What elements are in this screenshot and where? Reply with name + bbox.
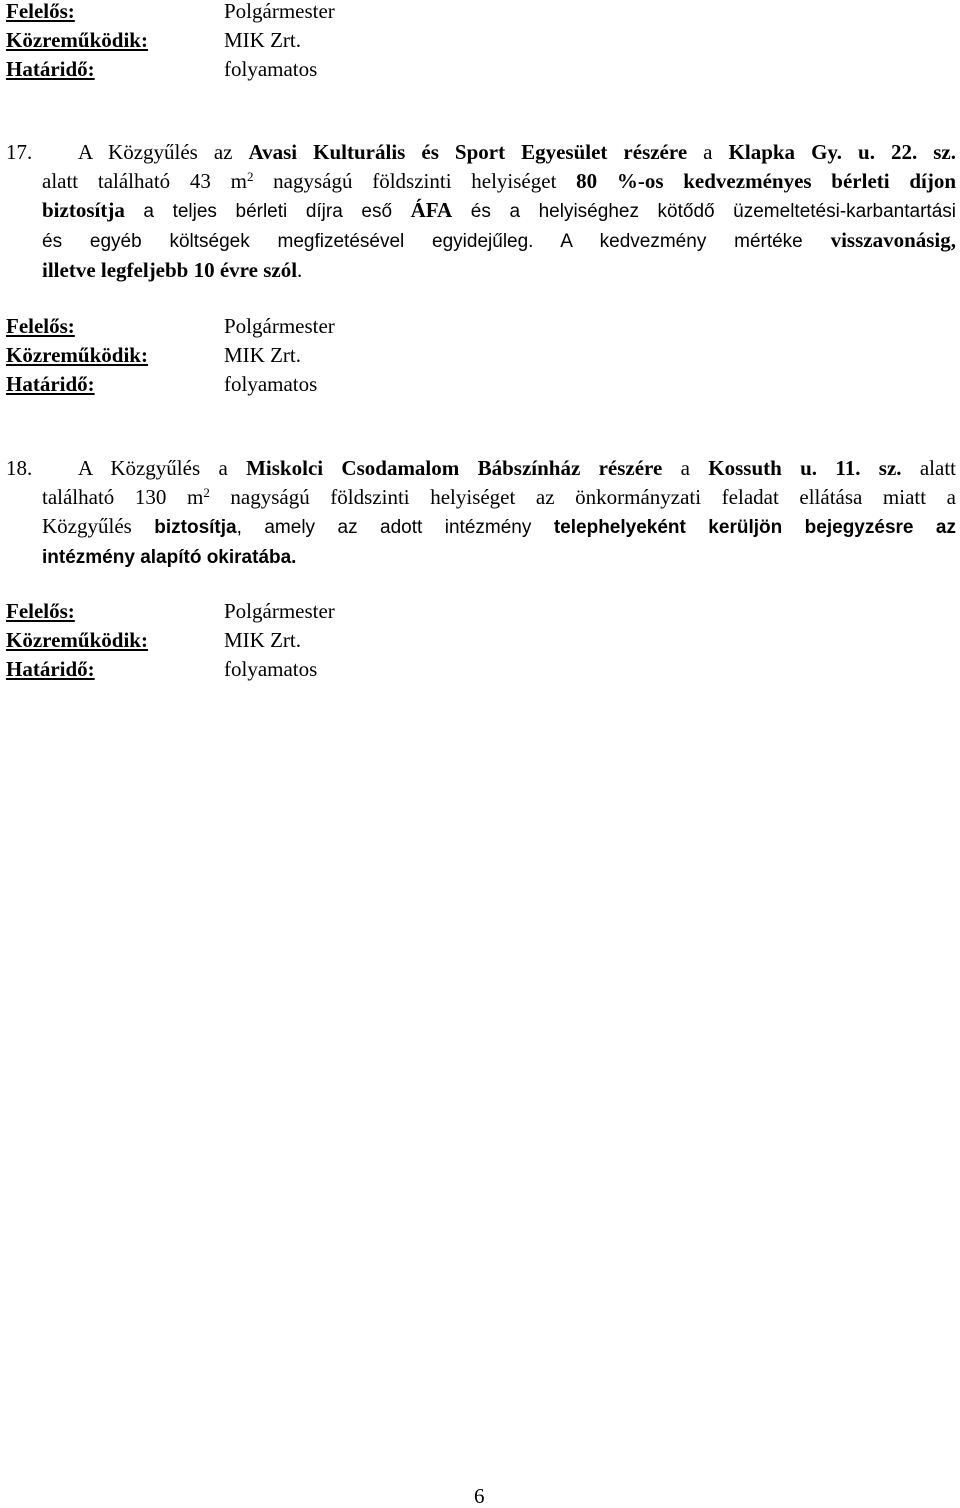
page-number: 6 xyxy=(474,1484,485,1508)
hatarido-value-2: folyamatos xyxy=(224,372,318,396)
item-17-line-2: alatt található 43 $m^2$ nagyságú földszinti helyiséget 80 %-os kedvezményes bérleti díjon xyxy=(42,169,957,193)
hatarido-label-1: Határidő: xyxy=(6,57,95,81)
kozremukodik-value-3: MIK Zrt. xyxy=(224,628,301,652)
felelos-label-1: Felelős: xyxy=(6,0,75,23)
felelos-value-1: Polgármester xyxy=(224,0,335,23)
kozremukodik-label-2: Közreműködik: xyxy=(6,343,148,367)
item-17-number: 17. xyxy=(6,140,33,164)
item-18-number: 18. xyxy=(6,456,33,480)
hatarido-label-3: Határidő: xyxy=(6,657,95,681)
hatarido-label-2: Határidő: xyxy=(6,372,95,396)
kozremukodik-label-1: Közreműködik: xyxy=(6,28,148,52)
item-18-line-4: intézmény alapító okiratába. xyxy=(42,547,297,568)
felelos-label-2: Felelős: xyxy=(6,314,75,338)
felelos-value-2: Polgármester xyxy=(224,314,335,338)
item-18-paragraph xyxy=(42,454,956,572)
felelos-value-3: Polgármester xyxy=(224,599,335,623)
item-17-line-5: illetve legfeljebb 10 évre szól. xyxy=(42,258,303,282)
item-17-line-4: és egyéb költségek megfizetésével egyidejűleg. A kedvezmény mértéke visszavonásig, xyxy=(42,228,956,252)
hatarido-value-1: folyamatos xyxy=(224,57,318,81)
item-18-line-3: Közgyűlés biztosítja, amely az adott intézmény telephelyeként kerüljön bejegyzésre az xyxy=(42,514,957,538)
kozremukodik-value-1: MIK Zrt. xyxy=(224,28,301,52)
kozremukodik-value-2: MIK Zrt. xyxy=(224,343,301,367)
kozremukodik-label-3: Közreműködik: xyxy=(6,628,148,652)
item-17-line-1: A Közgyűlés az Avasi Kulturális és Sport Egyesület részére a Klapka Gy. u. 22. sz. xyxy=(78,140,956,164)
item-17-line-3: biztosítja a teljes bérleti díjra eső ÁFA és a helyiséghez kötődő üzemeltetési-karbantartási xyxy=(42,198,956,222)
hatarido-value-3: folyamatos xyxy=(224,657,318,681)
item-18-line-1: A Közgyűlés a Miskolci Csodamalom Bábszínház részére a Kossuth u. 11. sz. alatt xyxy=(78,456,956,480)
felelos-label-3: Felelős: xyxy=(6,599,75,623)
item-17-paragraph xyxy=(42,138,956,285)
item-18-line-2: található 130 $m^2$ nagyságú földszinti helyiséget az önkormányzati feladat ellátása miatt a xyxy=(42,485,956,509)
